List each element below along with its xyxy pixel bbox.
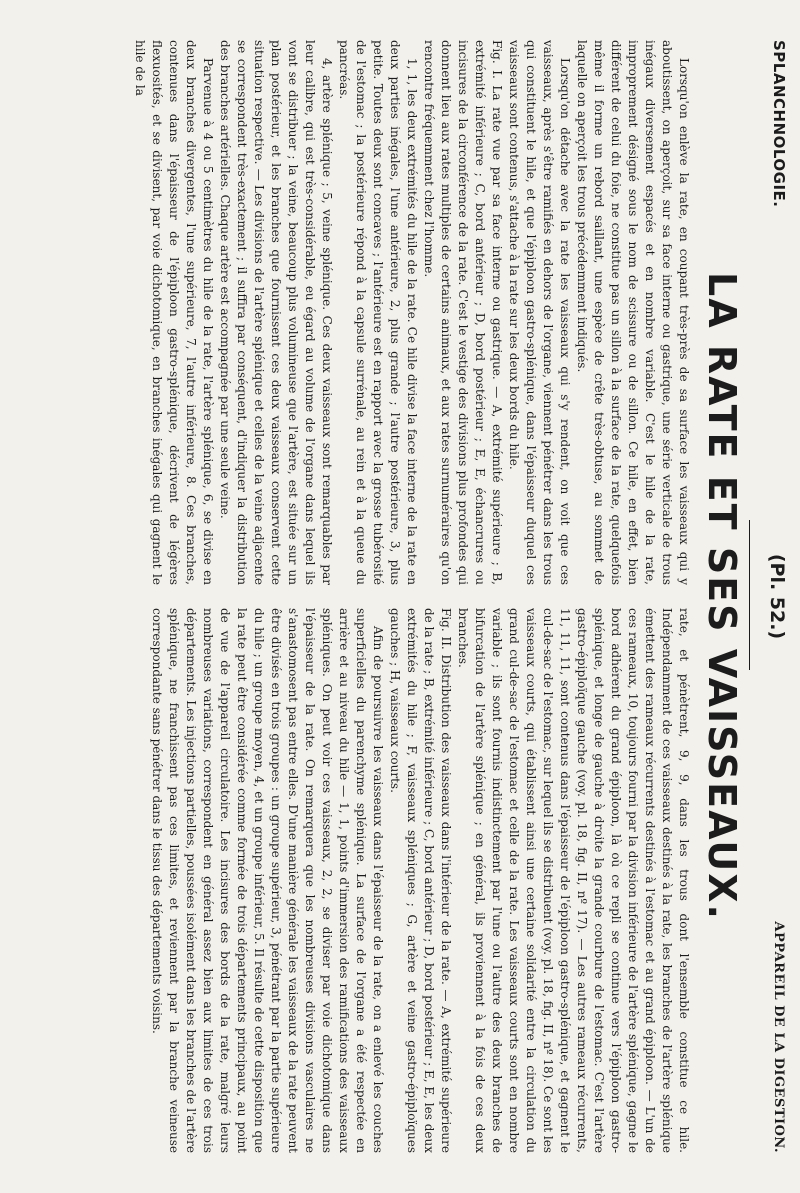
page-title: LA RATE ET SES VAISSEAUX. [700, 272, 744, 921]
right-column [148, 608, 692, 1153]
paragraph-hile: Lorsqu'on enlève la rate, en coupant très-près de sa surface les vaisseaux qui y aboutissent, on aperçoit, sur sa face interne ou gastrique, une série verticale de trous inégaux diversement espacés et en nombre variable. C'est le hile de la rate, improprement désigné sous le nom de scissure ou de sillon. Ce hile, en effet, bien différent de celui du foie, ne constitue pas un sillon à la surface de la rate, quelquefois même il forme un rebord saillant, une espèce de crête très-obtuse, au sommet de laquelle on aperçoit les trous précédemment indiqués. [575, 40, 691, 585]
left-column [131, 40, 692, 585]
running-head-section: SPLANCHNOLOGIE. [770, 40, 788, 208]
plate-number: (Pl. 52.) [766, 553, 788, 640]
paragraph-distribution: Afin de poursuivre les vaisseaux dans l'épaisseur de la rate, on a enlevé les couches superficielles du parenchyme splénique. La surface de l'organe a été respectée en arrière et au niveau du hile — 1, 1, points d'immersion des ramifications des vaisseaux spléniques. On peut voir ces vaisseaux, 2, 2, se diviser par voie dichotomique dans l'épaisseur de la rate. On remarquera que les nombreuses divisions vasculaires ne s'anastomosent pas entre elles. D'une manière générale les vaisseaux de la rate peuvent être divisés en trois groupes : un groupe supérieur, 3, pénétrant par la partie supérieure du hile ; un groupe moyen, 4, et un groupe inférieur, 5. Il résulte de cette disposition que la rate peut être considérée comme formée de trois départements principaux, au point de vue de l'appareil circulatoire. Les incisures des bords de la rate, malgré leurs nombreuses variations, correspondent en général assez bien aux limites de ces trois départements. Les injections partielles, poussées isolément dans les branches de l'artère splénique, ne franchissent pas ces limites, et reviennent par la branche veineuse correspondante sans pénétrer dans le tissu des départements voisins. [150, 608, 385, 1153]
figure-caption-1: Fig. I. La rate vue par sa face interne ou gastrique. — A, extrémité supérieure ; B, extrémité inférieure ; C, bord antérieur ; D, bord postérieur ; E, E, échancrures ou incisures de la circonférence de la rate. C'est le vestige des divisions plus profondes qui donnent lieu aux rates multiples de certains animaux, et aux rates surnuméraires qu'on rencontre fréquemment chez l'homme. [422, 40, 504, 585]
paragraph-vessels: Lorsqu'on détache avec la rate les vaisseaux qui s'y rendent, on voit que ces vaisseaux, après s'être ramifiés en dehors de l'organe, viennent pénétrer dans les trous qui constituent le hile, et que l'épiploon gastro-splénique, dans l'épaisseur duquel ces vaisseaux sont contenus, s'attache à la rate sur les deux bords du hile. [507, 40, 572, 585]
running-head [764, 40, 788, 1153]
title-rule [749, 520, 750, 670]
running-head-chapter: APPAREIL DE LA DIGESTION. [771, 921, 786, 1153]
figure-caption-2: Fig. II. Distribution des vaisseaux dans l'intérieur de la rate. — A, extrémité supérieure de la rate ; B, extrémité inférieure ; C, bord antérieur ; D, bord postérieur ; E, E, les deux extrémités du hile ; F, vaisseaux spléniques ; G, artère et veine gastro-épiploïques gauches ; H, vaisseaux courts. [388, 608, 453, 1153]
paragraph-hile-parts: 1, 1, les deux extrémités du hile de la rate. Ce hile divise la face interne de la rate en deux parties inégales, l'une antérieure, 2, plus grande ; l'autre postérieure, 3, plus petite. Toutes deux sont concaves ; l'antérieure est en rapport avec la grosse tubérosité de l'estomac ; la postérieure répond à la capsule surrénale, au rein et à la queue du pancréas. [337, 40, 419, 585]
paragraph-splenic-vessels: 4, artère splénique ; 5, veine splénique. Ces deux vaisseaux sont remarquables par leur calibre, qui est très-considérable, eu égard au volume de l'organe dans lequel ils vont se distribuer ; la veine, beaucoup plus volumineuse que l'artère, est située sur un plan postérieur, et les branches que fournissent ces deux vaisseaux conservent cette situation respective. — Les divisions de l'artère splénique et celles de la veine adjacente se correspondent très-exactement ; il suffira par conséquent, d'indiquer la distribution des branches artérielles. Chaque artère est accompagnée par une seule veine. [218, 40, 334, 585]
paragraph-recurrent: rate, et pénètrent, 9, 9, dans les trous dont l'ensemble constitue ce hile. Indépendamment de ces vaisseaux destinés à la rate, les branches de l'artère splénique émettent des rameaux récurrents destinés à l'estomac et au grand épiploon. — L'un de ces rameaux, 10, toujours fourni par la division inférieure de l'artère splénique, gagne le bord adhérent du grand épiploon, là où ce repli se continue vers l'épiploon gastro-splénique, et longe de gauche à droite la grande courbure de l'estomac. C'est l'artère gastro-épiploïque gauche (voy. pl. 18, fig. II, nº 17). — Les autres rameaux récurrents, 11, 11, 11, sont contenus dans l'épaisseur de l'épiploon gastro-splénique, et gagnent le cul-de-sac de l'estomac, sur lequel ils se distribuent (voy. pl. 18, fig. II, nº 18). Ce sont les vaisseaux courts, qui établissent ainsi une certaine solidarité entre la circulation du grand cul-de-sac de l'estomac et celle de la rate. Les vaisseaux courts sont en nombre variable ; ils sont fournis indistinctement par l'une ou l'autre des deux branches de bifurcation de l'artère splénique ; en général, ils proviennent à la fois de ces deux branches. [456, 608, 691, 1153]
paragraph-branches: Parvenue à 4 ou 5 centimètres du hile de la rate, l'artère splénique, 6, se divise en deux branches divergentes, l'une supérieure, 7, l'autre inférieure, 8. Ces branches, contenues dans l'épaisseur de l'épiploon gastro-splénique, décrivent de légères flexuosités, et se divisent, par voie dichotomique, en branches inégales qui gagnent le hile de la [133, 40, 215, 585]
